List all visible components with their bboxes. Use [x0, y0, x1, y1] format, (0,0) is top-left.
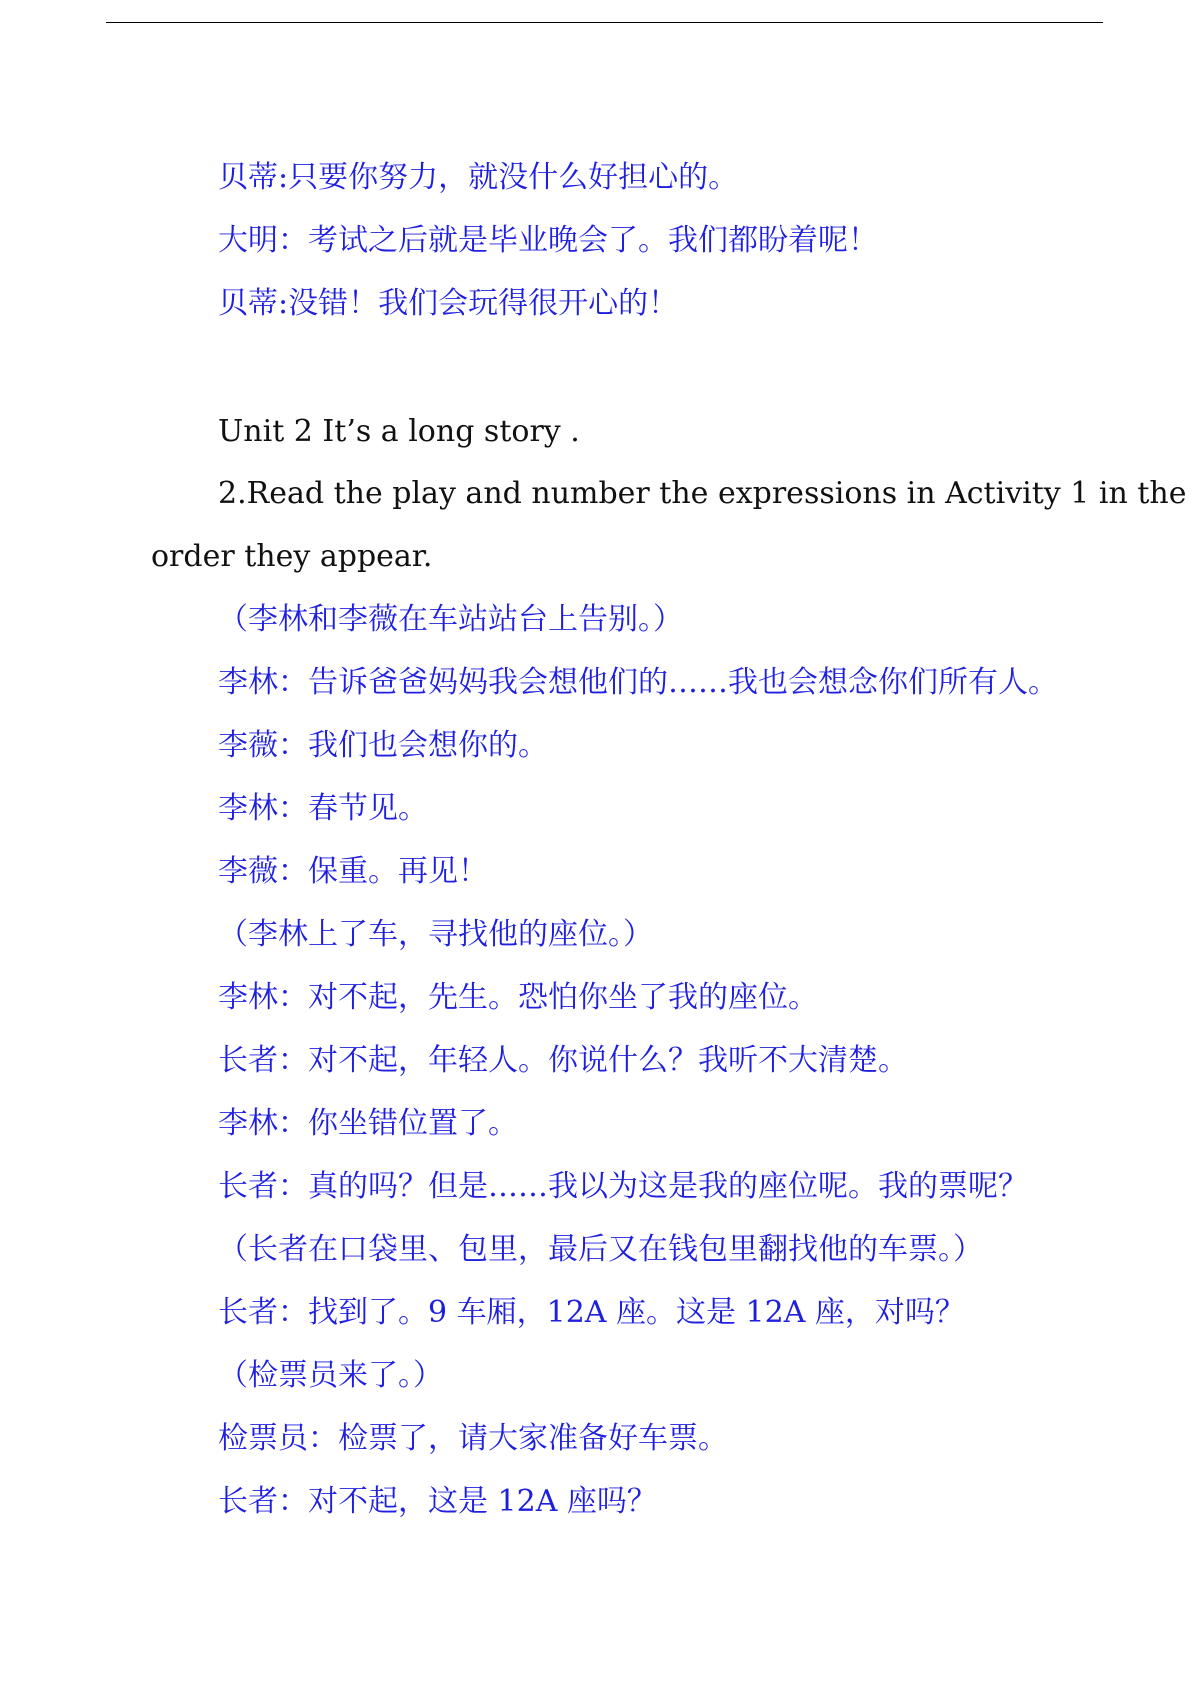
unit-heading: Unit 2 It’s a long story . — [218, 414, 580, 449]
dialogue-line-elder-1: 长者：对不起，年轻人。你说什么？我听不大清楚。 — [218, 1043, 908, 1078]
instruction-line-2: order they appear. — [151, 539, 433, 574]
dialogue-line-liwei-1: 李薇：我们也会想你的。 — [218, 728, 548, 763]
dialogue-line-elder-2: 长者：真的吗？但是……我以为这是我的座位呢。我的票呢？ — [218, 1169, 1028, 1204]
instruction-line-1: 2.Read the play and number the expressions in Activity 1 in the — [218, 476, 1187, 511]
dialogue-line-lilin-3: 李林：对不起，先生。恐怕你坐了我的座位。 — [218, 980, 818, 1015]
dialogue-line-daming: 大明：考试之后就是毕业晚会了。我们都盼着呢！ — [218, 223, 878, 258]
stage-direction-1: （李林和李薇在车站站台上告别。） — [218, 602, 683, 637]
dialogue-line-liwei-2: 李薇：保重。再见！ — [218, 854, 488, 889]
stage-direction-4: （检票员来了。） — [218, 1358, 443, 1393]
dialogue-line-lilin-1: 李林：告诉爸爸妈妈我会想他们的……我也会想念你们所有人。 — [218, 665, 1058, 700]
dialogue-line-conductor: 检票员：检票了，请大家准备好车票。 — [218, 1421, 728, 1456]
stage-direction-3: （长者在口袋里、包里，最后又在钱包里翻找他的车票。） — [218, 1232, 983, 1267]
dialogue-line-lilin-2: 李林：春节见。 — [218, 791, 428, 826]
dialogue-line-elder-3: 长者：找到了。9 车厢，12A 座。这是 12A 座，对吗？ — [218, 1295, 965, 1330]
header-rule — [106, 22, 1103, 23]
dialogue-line-lilin-4: 李林：你坐错位置了。 — [218, 1106, 518, 1141]
dialogue-line-betty-1: 贝蒂:只要你努力，就没什么好担心的。 — [218, 160, 739, 195]
dialogue-line-betty-2: 贝蒂:没错！我们会玩得很开心的！ — [218, 286, 679, 321]
stage-direction-2: （李林上了车，寻找他的座位。） — [218, 917, 653, 952]
dialogue-line-elder-4: 长者：对不起，这是 12A 座吗？ — [218, 1484, 657, 1519]
